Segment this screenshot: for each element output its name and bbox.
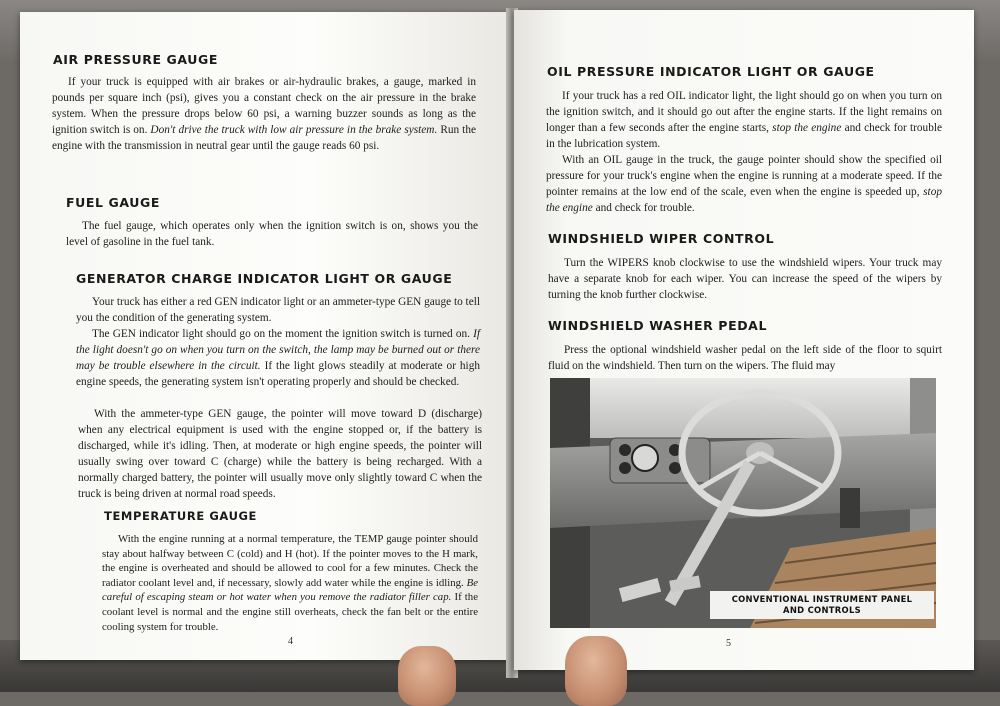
wiper-heading: WINDSHIELD WIPER CONTROL	[548, 231, 775, 246]
air-pressure-heading: AIR PRESSURE GAUGE	[53, 52, 219, 67]
temperature-text: With the engine running at a normal temperature, the TEMP gauge pointer should stay about halfway between C (cold) and H (hot). If the pointer moves to the H mark, the engine is overheated and should be allowed to cool for a few minutes. Check the radiator coolant level and, if necessary, slowly add water while the engine is idling. Be careful of escaping steam or hot water when you remove the radiator filler cap. If the coolant level is normal and the engine still overheats, check the fan belt or the entire cooling system for trouble.	[102, 533, 478, 633]
oil-pressure-text-2: With an OIL gauge in the truck, the gauge pointer should show the specified oil pressure for your truck's engine when the engine is running at a moderate speed. If the pointer remains at the low end of the scale, even when the engine is speeded up, stop the engine and check for trouble.	[546, 154, 942, 214]
generator-text-3: With the ammeter-type GEN gauge, the pointer will move toward D (discharge) when any electrical equipment is used with the engine stopped or, if the battery is discharged, while it's idling. Then, at moderate or high engine speeds, the pointer will usually swing over toward C (charge) while the battery is being recharged. With a normally charged battery, the pointer will usually move only slightly toward C when the truck is being driven at normal road speeds.	[78, 408, 482, 500]
photo-caption	[710, 591, 934, 619]
oil-pressure-heading: OIL PRESSURE INDICATOR LIGHT OR GAUGE	[547, 64, 875, 79]
photo-caption-line-1: CONVENTIONAL INSTRUMENT PANEL	[731, 594, 913, 604]
fuel-gauge-heading: FUEL GAUGE	[66, 195, 161, 210]
oil-pressure-text-1: If your truck has a red OIL indicator light, the light should go on when you turn on the ignition switch, and it should go out after the engine starts. If the light remains on longer than a few seconds after the engine starts, stop the engine and check for trouble in the lubrication system.	[546, 90, 943, 150]
left-page	[20, 12, 510, 660]
photo-caption-line-2: AND CONTROLS	[783, 605, 861, 615]
air-pressure-text: If your truck is equipped with air brakes or air-hydraulic brakes, a gauge, marked in pounds per square inch (psi), gives you a constant check on the air pressure in the brake system. When the pressure drops below 60 psi, a warning buzzer sounds as long as the ignition switch is on. Don't drive the truck with low air pressure in the brake system. Run the engine with the transmission in neutral gear until the gauge reads 60 psi.	[52, 76, 476, 152]
right-page	[514, 10, 974, 670]
page-number-left: 4	[288, 636, 293, 647]
generator-heading: GENERATOR CHARGE INDICATOR LIGHT OR GAUGE	[76, 271, 453, 286]
index-finger	[565, 636, 627, 706]
washer-heading: WINDSHIELD WASHER PEDAL	[548, 318, 768, 333]
generator-text-2: The GEN indicator light should go on the moment the ignition switch is turned on. If the light doesn't go on when you turn on the switch, the lamp may be burned out or there may be trouble elsewhere in the circuit. If the light glows steadily at moderate or high engine speeds, the generating system isn't operating properly and should be checked.	[76, 328, 480, 388]
fuel-gauge-text: The fuel gauge, which operates only when the ignition switch is on, shows you the level of gasoline in the fuel tank.	[66, 220, 478, 248]
generator-text-1: Your truck has either a red GEN indicator light or an ammeter-type GEN gauge to tell you the condition of the generating system.	[76, 296, 480, 324]
washer-text: Press the optional windshield washer pedal on the left side of the floor to squirt fluid on the windshield. Then turn on the wipers. The fluid may	[548, 344, 942, 372]
instrument-panel-photo	[550, 378, 936, 628]
thumb-finger	[398, 646, 456, 706]
wiper-text: Turn the WIPERS knob clockwise to use the windshield wipers. Your truck may have a separate knob for each wiper. You can increase the speed of the wipers by turning the knob further clockwise.	[548, 257, 942, 301]
temperature-heading: TEMPERATURE GAUGE	[104, 509, 258, 523]
page-number-right: 5	[726, 638, 731, 649]
